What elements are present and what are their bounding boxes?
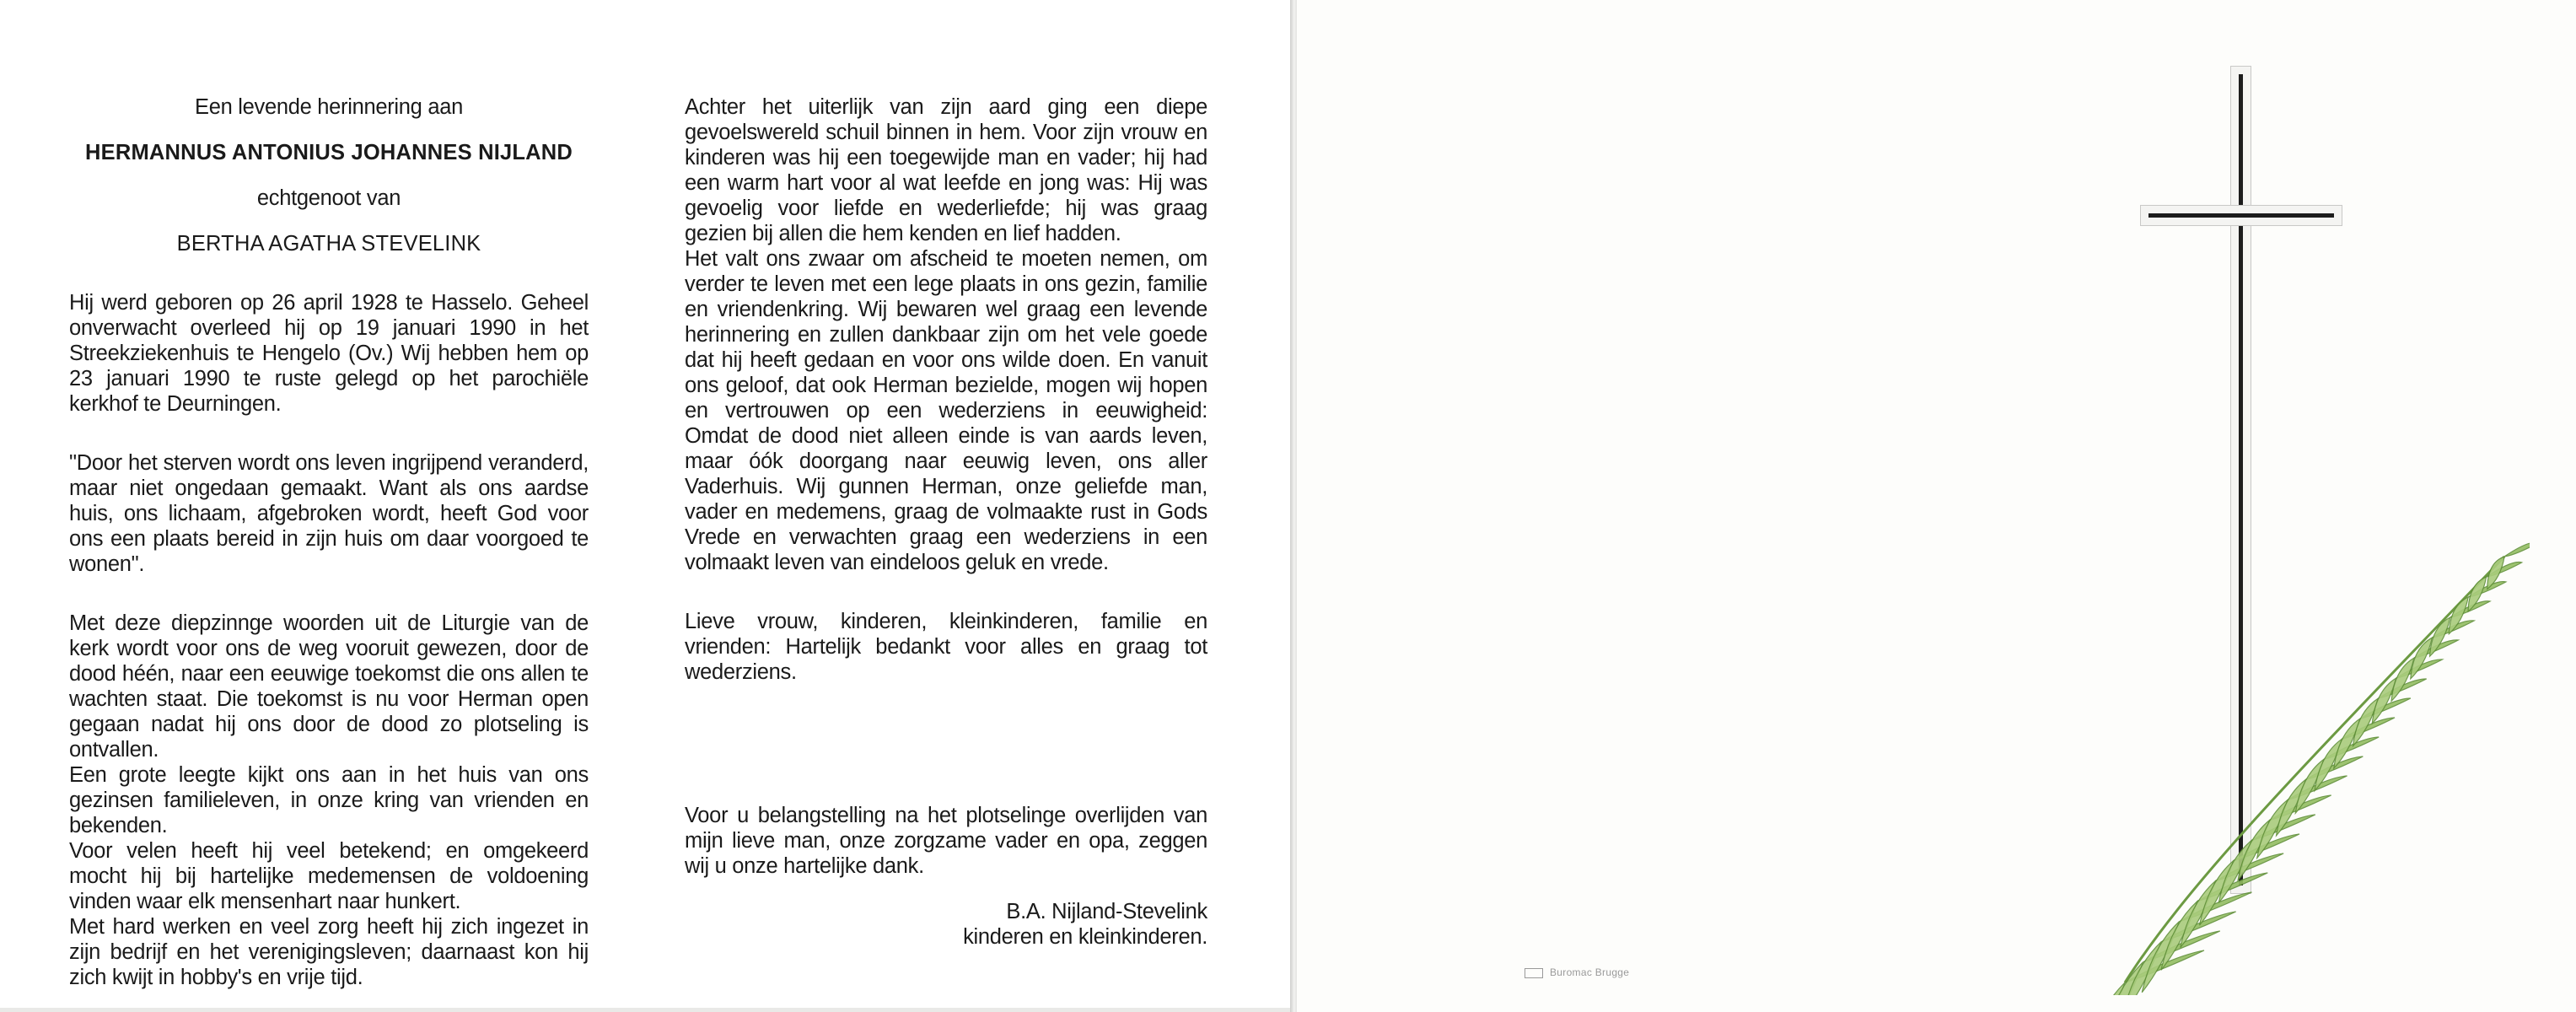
frond-leaf bbox=[2504, 542, 2530, 557]
spouse-intro: echtgenoot van bbox=[256, 186, 401, 210]
signature-name: B.A. Nijland-Stevelink bbox=[1006, 900, 1207, 923]
palm-frond-icon bbox=[2091, 523, 2530, 995]
cross-bar bbox=[2148, 213, 2334, 218]
signature-family: kinderen en kleinkinderen. bbox=[963, 925, 1207, 949]
card-inside-panel bbox=[0, 0, 1290, 1008]
right-column bbox=[685, 94, 1207, 950]
printer-logo-icon bbox=[1525, 968, 1543, 978]
meaning-paragraph: Voor velen heeft hij veel betekend; en omgekeerd mocht hij bij hartelijke medemensen de voldoening vinden waar elk mensenhart naar hunkert. bbox=[69, 839, 589, 913]
farewell-paragraph: Het valt ons zwaar om afscheid te moeten nemen, om verder te leven met een lege plaats in ons gezin, familie en vriendenkring. Wij bewaren wel graag een levende herinnering en zullen dankbaar zijn om het vele goede dat hij heeft gedaan en voor ons wilde doen. En vanuit ons geloof, dat ook Herman bezielde, mogen wij hopen en vertrouwen op een wederziens in eeuwigheid: Omdat de dood niet alleen einde is van aards leven, maar óók doorgang naar eeuwig leven, ons aller Vaderhuis. Wij gunnen Herman, onze geliefde man, vader en medemens, graag de volmaakte rust in Gods Vrede en verwachten graag een wederziens in een volmaakt leven van eindeloos geluk en vrede. bbox=[685, 247, 1207, 574]
emptiness-paragraph: Een grote leegte kijkt ons aan in het huis van ons gezinsen familieleven, in onze kring van vrienden en bekenden. bbox=[69, 763, 589, 837]
memorial-intro: Een levende herinnering aan bbox=[195, 95, 463, 119]
printer-name: Buromac Brugge bbox=[1550, 966, 1630, 978]
work-paragraph: Met hard werken en veel zorg heeft hij zich ingezet in zijn bedrijf en het verenigingsleven; daarnaast kon hij zich kwijt in hobby's en vrije tijd. bbox=[69, 915, 589, 989]
greeting-paragraph: Lieve vrouw, kinderen, kleinkinderen, familie en vrienden: Hartelijk bedankt voor alles en graag tot wederziens. bbox=[685, 610, 1207, 684]
biography-paragraph: Hij werd geboren op 26 april 1928 te Hasselo. Geheel onverwacht overleed hij op 19 januari 1990 in het Streekziekenhuis te Hengelo (Ov.) Wij hebben hem op 23 januari 1990 te ruste gelegd op het parochiële kerkhof te Deurningen. bbox=[69, 291, 589, 416]
character-paragraph: Achter het uiterlijk van zijn aard ging een diepe gevoelswereld schuil binnen in hem. Voor zijn vrouw en kinderen was hij een toegewijde man en vader; hij had een warm hart voor al wat leefde en jong was: Hij was gevoelig voor liefde en wederliefde; hij was graag gezien bij allen die hem kenden en lief hadden. bbox=[685, 95, 1207, 245]
liturgy-quote: "Door het sterven wordt ons leven ingrijpend veranderd, maar niet ongedaan gemaakt. Want als ons aardse huis, ons lichaam, afgebroken wordt, heeft God voor ons een plaats bereid in zijn huis om daar voorgoed te wonen". bbox=[69, 451, 589, 576]
spouse-name: BERTHA AGATHA STEVELINK bbox=[176, 232, 481, 256]
printer-credit bbox=[1525, 966, 1629, 978]
deceased-name: HERMANNUS ANTONIUS JOHANNES NIJLAND bbox=[85, 141, 573, 164]
thanks-paragraph: Voor u belangstelling na het plotselinge overlijden van mijn lieve man, onze zorgzame vader en opa, zeggen wij u onze hartelijke dank. bbox=[685, 804, 1207, 878]
left-column bbox=[69, 94, 589, 990]
card-fold bbox=[1290, 0, 1297, 1012]
reflection-paragraph: Met deze diepzinnge woorden uit de Liturgie van de kerk wordt voor ons de weg vooruit gewezen, door de dood héén, naar een eeuwige toekomst die ons allen te wachten staat. Die toekomst is nu voor Herman open gegaan nadat hij ons door de dood zo plotseling is ontvallen. bbox=[69, 611, 589, 762]
